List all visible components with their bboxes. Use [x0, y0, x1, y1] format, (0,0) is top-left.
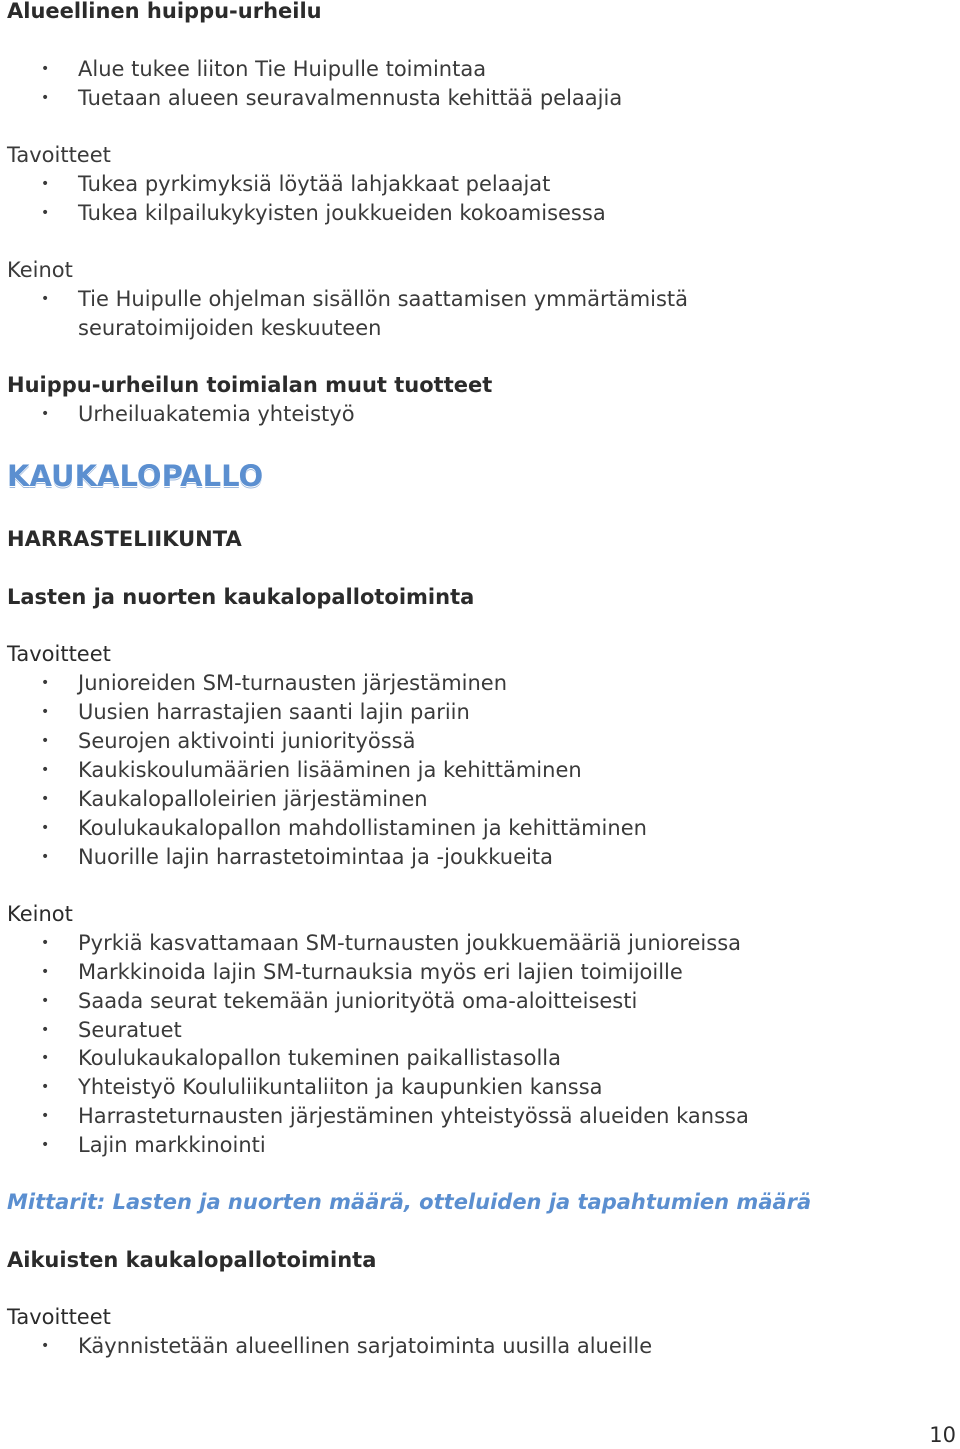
list-item: Koulukaukalopallon mahdollistaminen ja kehittäminen [78, 816, 647, 840]
bullet-icon: • [41, 704, 50, 720]
list-item: Tukea kilpailukykyisten joukkueiden kokoamisessa [78, 201, 606, 225]
bullet-icon: • [41, 935, 50, 951]
subheading-tavoitteet: Tavoitteet [7, 642, 111, 666]
bullet-icon: • [41, 291, 50, 307]
bullet-icon: • [41, 90, 50, 106]
list-item: Kaukalopalloleirien järjestäminen [78, 787, 428, 811]
sport-title: KAUKALOPALLO [7, 459, 264, 493]
list-item: Nuorille lajin harrastetoimintaa ja -joukkueita [78, 845, 553, 869]
bullet-icon: • [41, 1079, 50, 1095]
category-heading: HARRASTELIIKUNTA [7, 527, 242, 551]
bullet-icon: • [41, 820, 50, 836]
bullet-icon: • [41, 176, 50, 192]
bullet-icon: • [41, 993, 50, 1009]
list-item: Seuratuet [78, 1018, 182, 1042]
list-item: Uusien harrastajien saanti lajin pariin [78, 700, 470, 724]
list-item: Urheiluakatemia yhteistyö [78, 402, 355, 426]
subheading-keinot: Keinot [7, 258, 73, 282]
list-item: Lajin markkinointi [78, 1133, 266, 1157]
bullet-icon: • [41, 964, 50, 980]
list-item-continuation: seuratoimijoiden keskuuteen [78, 316, 382, 340]
bullet-icon: • [41, 61, 50, 77]
list-item: Käynnistetään alueellinen sarjatoiminta uusilla alueille [78, 1334, 653, 1358]
bullet-icon: • [41, 733, 50, 749]
list-item: Koulukaukalopallon tukeminen paikallistasolla [78, 1046, 561, 1070]
list-item: Harrasteturnausten järjestäminen yhteistyössä alueiden kanssa [78, 1104, 749, 1128]
subheading-keinot: Keinot [7, 902, 73, 926]
section-heading: Aikuisten kaukalopallotoiminta [7, 1248, 377, 1272]
bullet-icon: • [41, 1137, 50, 1153]
list-item: Junioreiden SM-turnausten järjestäminen [78, 671, 508, 695]
list-item: Tie Huipulle ohjelman sisällön saattamisen ymmärtämistä [78, 287, 689, 311]
bullet-icon: • [41, 406, 50, 422]
list-item: Seurojen aktivointi juniorityössä [78, 729, 416, 753]
metrics-line: Mittarit: Lasten ja nuorten määrä, otteluiden ja tapahtumien määrä [7, 1190, 812, 1214]
subheading-tavoitteet: Tavoitteet [7, 1305, 111, 1329]
list-item: Saada seurat tekemään juniorityötä oma-aloitteisesti [78, 989, 638, 1013]
section-heading: Alueellinen huippu-urheilu [7, 0, 322, 23]
bullet-icon: • [41, 1338, 50, 1354]
section-heading: Lasten ja nuorten kaukalopallotoiminta [7, 585, 475, 609]
bullet-icon: • [41, 762, 50, 778]
list-item: Markkinoida lajin SM-turnauksia myös eri lajien toimijoille [78, 960, 683, 984]
bullet-icon: • [41, 1108, 50, 1124]
page-number: 10 [929, 1423, 956, 1447]
bullet-icon: • [41, 1050, 50, 1066]
bullet-icon: • [41, 205, 50, 221]
bullet-icon: • [41, 849, 50, 865]
list-item: Tuetaan alueen seuravalmennusta kehittää pelaajia [78, 86, 623, 110]
section-heading: Huippu-urheilun toimialan muut tuotteet [7, 373, 493, 397]
list-item: Alue tukee liiton Tie Huipulle toimintaa [78, 57, 487, 81]
list-item: Yhteistyö Koululiikuntaliiton ja kaupunkien kanssa [78, 1075, 603, 1099]
bullet-icon: • [41, 675, 50, 691]
bullet-icon: • [41, 1022, 50, 1038]
list-item: Kaukiskoulumäärien lisääminen ja kehittäminen [78, 758, 582, 782]
list-item: Pyrkiä kasvattamaan SM-turnausten joukkuemääriä junioreissa [78, 931, 741, 955]
bullet-icon: • [41, 791, 50, 807]
list-item: Tukea pyrkimyksiä löytää lahjakkaat pelaajat [78, 172, 551, 196]
subheading-tavoitteet: Tavoitteet [7, 143, 111, 167]
